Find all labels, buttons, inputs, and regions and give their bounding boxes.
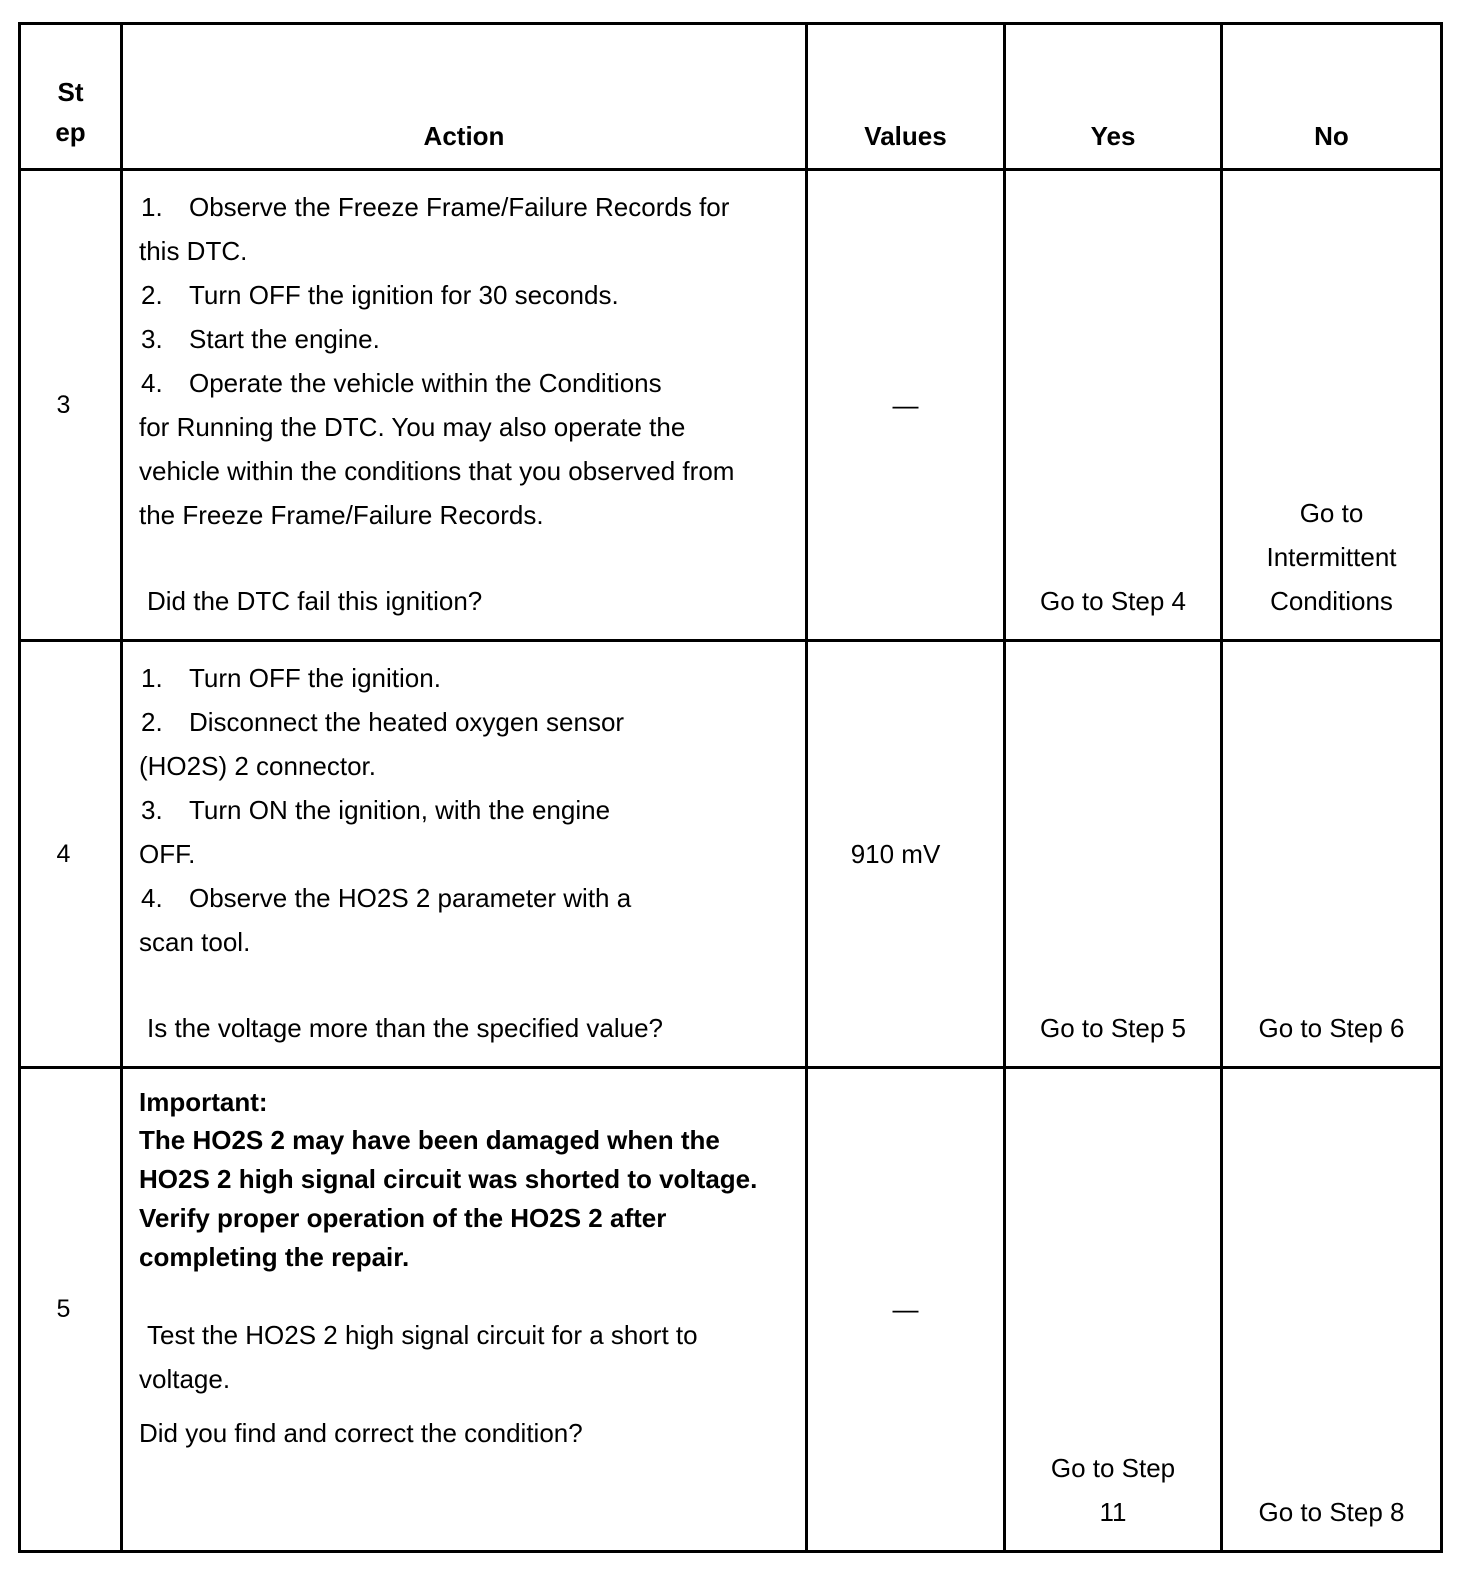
no-line: Go to	[1299, 498, 1364, 528]
action-question: Is the voltage more than the specified value?	[147, 1013, 663, 1043]
yes-cell	[1005, 1068, 1222, 1552]
test-instruction: Test the HO2S 2 high signal circuit for a short to	[147, 1320, 698, 1350]
action-item: 2. Disconnect the heated oxygen sensor	[141, 707, 625, 737]
action-item: 1. Turn OFF the ignition.	[141, 663, 441, 693]
header-step-line2: ep	[55, 117, 86, 147]
no-cell: Go to Step 6	[1222, 641, 1442, 1068]
value-cell: 910 mV	[807, 641, 1005, 1068]
action-item-cont: this DTC.	[139, 236, 248, 266]
header-values: Values	[807, 24, 1005, 170]
important-body: The HO2S 2 may have been damaged when the HO2S 2 high signal circuit was shorted to voltage. Verify proper operation of the HO2S 2 after completing the repair.	[139, 1125, 758, 1272]
action-item: 3. Turn ON the ignition, with the engine	[141, 795, 611, 825]
no-line: Conditions	[1270, 586, 1393, 616]
step-number: 3	[20, 170, 122, 641]
header-step	[20, 24, 122, 170]
action-cell	[122, 170, 807, 641]
header-row	[20, 24, 1442, 170]
value-cell: —	[807, 1068, 1005, 1552]
no-cell: Go to Step 8	[1222, 1068, 1442, 1552]
table-row	[20, 641, 1442, 1068]
test-instruction-cont: voltage.	[139, 1364, 231, 1394]
action-cell	[122, 641, 807, 1068]
action-item-cont: OFF.	[139, 839, 196, 869]
table-row	[20, 170, 1442, 641]
action-item-cont: for Running the DTC. You may also operate the vehicle within the conditions that you observed from the Freeze Frame/Failure Records.	[139, 412, 735, 530]
yes-cell: Go to Step 4	[1005, 170, 1222, 641]
header-yes: Yes	[1005, 24, 1222, 170]
action-item: 3. Start the engine.	[141, 324, 380, 354]
yes-line: 11	[1099, 1497, 1127, 1527]
action-question: Did the DTC fail this ignition?	[147, 586, 483, 616]
yes-cell: Go to Step 5	[1005, 641, 1222, 1068]
yes-line: Go to Step	[1050, 1453, 1176, 1483]
diagnostic-table	[18, 22, 1443, 1553]
action-item-cont: (HO2S) 2 connector.	[139, 751, 376, 781]
important-title: Important:	[139, 1087, 268, 1117]
no-line: Intermittent	[1266, 542, 1397, 572]
table-row	[20, 1068, 1442, 1552]
header-action: Action	[122, 24, 807, 170]
action-item: 2. Turn OFF the ignition for 30 seconds.	[141, 280, 619, 310]
header-no: No	[1222, 24, 1442, 170]
action-item-cont: scan tool.	[139, 927, 251, 957]
step-number: 4	[20, 641, 122, 1068]
header-step-line1: St	[57, 77, 84, 107]
step-number: 5	[20, 1068, 122, 1552]
value-cell: —	[807, 170, 1005, 641]
action-cell	[122, 1068, 807, 1552]
action-item: 4. Observe the HO2S 2 parameter with a	[141, 883, 632, 913]
action-item: 1. Observe the Freeze Frame/Failure Records for	[141, 192, 730, 222]
no-cell	[1222, 170, 1442, 641]
action-question: Did you find and correct the condition?	[139, 1418, 583, 1448]
action-item: 4. Operate the vehicle within the Conditions	[141, 368, 662, 398]
